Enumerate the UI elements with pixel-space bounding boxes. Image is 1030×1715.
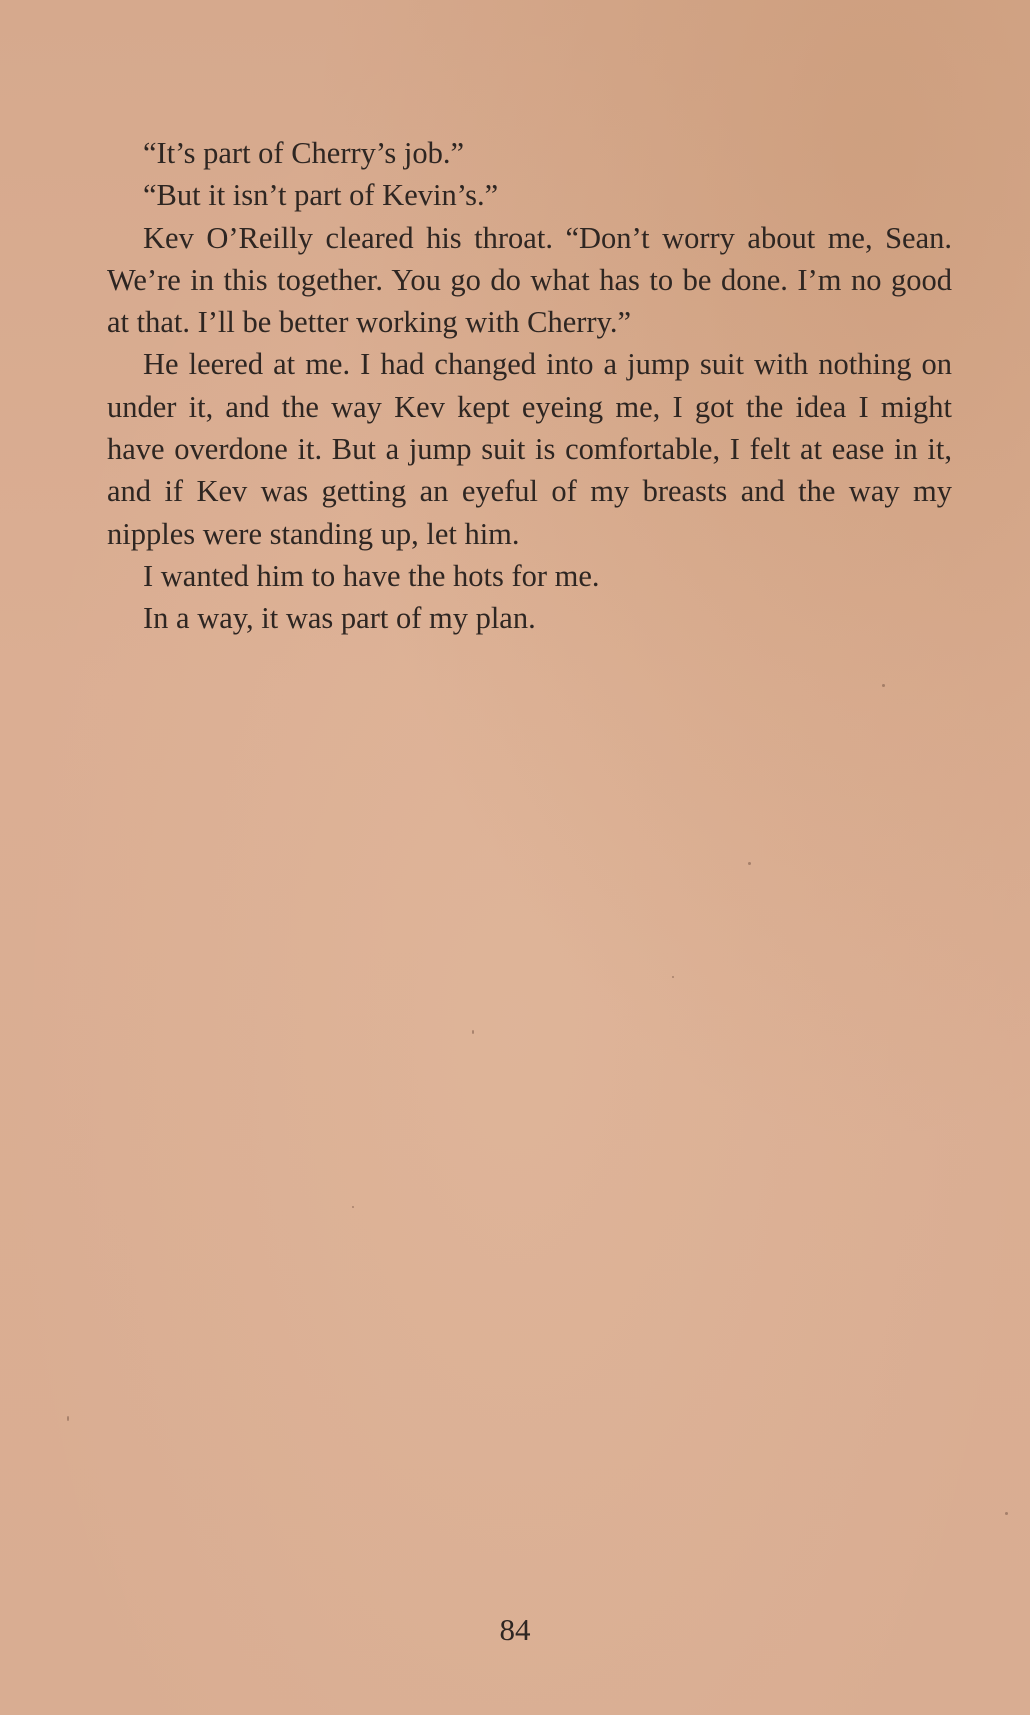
page-number: 84 — [499, 1612, 531, 1647]
paragraph-6: In a way, it was part of my plan. — [143, 601, 536, 636]
paper-speck — [352, 1206, 354, 1208]
paper-speck — [472, 1030, 474, 1034]
paper-speck — [748, 862, 751, 865]
paragraph-2: “But it isn’t part of Kevin’s.” — [143, 178, 499, 213]
paragraph-1: “It’s part of Cherry’s job.” — [143, 136, 465, 170]
paper-speck — [882, 684, 885, 687]
paper-speck — [1005, 1512, 1008, 1515]
body-text — [107, 132, 952, 640]
paragraph-4: He leered at me. I had changed into a jump suit with nothing on under it, and the way Kev kept eyeing me, I got the idea I might have overdone it. But a jump suit is comfortable, I felt at ease in it, and if Kev was getting an eyeful of my breasts and the way my nipples were standing up, let him. — [107, 347, 952, 551]
paper-speck — [672, 976, 674, 978]
paragraph-3: Kev O’Reilly cleared his throat. “Don’t worry about me, Sean. We’re in this together. You go do what has to be done. I’m no good at that. I’ll be better working with Cherry.” — [107, 220, 952, 340]
paper-speck — [67, 1416, 69, 1421]
paragraph-5: I wanted him to have the hots for me. — [143, 558, 600, 593]
